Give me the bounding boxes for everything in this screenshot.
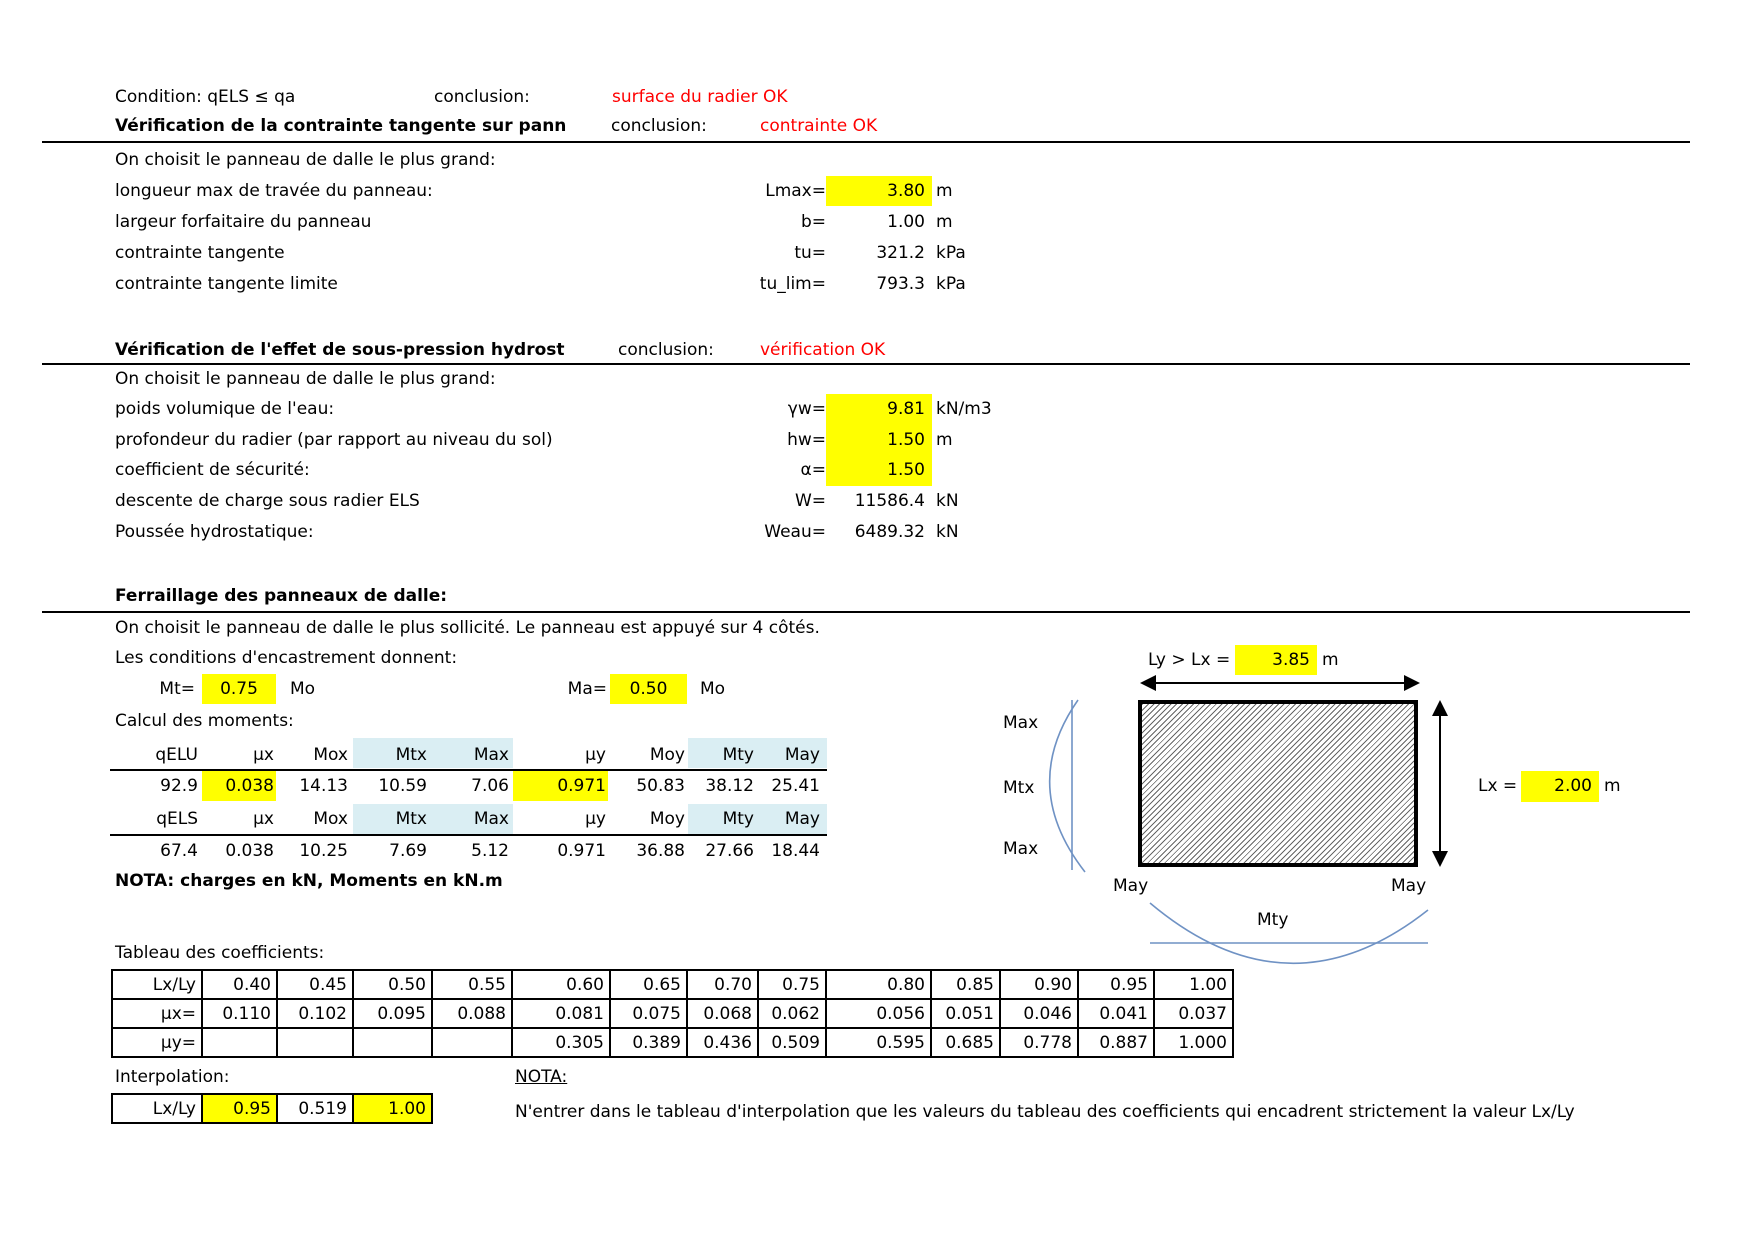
arrowhead-left-icon xyxy=(1140,675,1156,691)
coeff-cell: 0.051 xyxy=(931,999,1000,1028)
coeff-cell: 0.95 xyxy=(1078,970,1154,999)
value-row xyxy=(0,269,1754,299)
coeff-cell: 0.062 xyxy=(758,999,826,1028)
lx-unit: m xyxy=(1604,776,1621,796)
ly-unit: m xyxy=(1322,650,1339,670)
conclusion-status: contrainte OK xyxy=(760,116,878,136)
col-header: Moy xyxy=(649,745,685,765)
coeff-row-label: Lx/Ly xyxy=(112,970,202,999)
table-cell: 10.59 xyxy=(378,776,427,796)
coeff-cell: 0.436 xyxy=(687,1028,758,1057)
col-header: May xyxy=(784,809,820,829)
col-header: Moy xyxy=(649,809,685,829)
conclusion-status: surface du radier OK xyxy=(612,87,788,107)
conditions-text: Les conditions d'encastrement donnent: xyxy=(115,648,458,668)
row-unit: kN xyxy=(936,491,959,511)
nota-title: NOTA: xyxy=(515,1067,568,1087)
coeff-cell: 0.088 xyxy=(432,999,512,1028)
moments-header-elu xyxy=(0,740,1754,770)
intro-text: On choisit le panneau de dalle le plus grand: xyxy=(115,369,496,389)
coeff-mux-row xyxy=(112,999,1233,1028)
table-cell: 10.25 xyxy=(299,841,348,861)
coeff-cell: 0.50 xyxy=(353,970,432,999)
coeff-cell: 0.75 xyxy=(758,970,826,999)
table-cell: 27.66 xyxy=(705,841,754,861)
nota-body-row xyxy=(0,1097,1754,1127)
col-header: µx xyxy=(253,809,274,829)
mt-label: Mt= xyxy=(159,679,195,699)
table-cell: 5.12 xyxy=(471,841,509,861)
col-header: Mox xyxy=(313,809,348,829)
coeff-cell: 0.80 xyxy=(826,970,931,999)
row-label: contrainte tangente xyxy=(115,243,285,263)
section2-title: Vérification de l'effet de sous-pression hydrost xyxy=(115,340,565,360)
row-symbol: hw= xyxy=(787,430,826,450)
row-symbol: tu= xyxy=(794,243,826,263)
col-header: Mty xyxy=(722,745,754,765)
value-row xyxy=(0,207,1754,237)
intro-text: On choisit le panneau de dalle le plus sollicité. Le panneau est appuyé sur 4 côtés. xyxy=(115,618,820,638)
col-header: Mox xyxy=(313,745,348,765)
row-label: profondeur du radier (par rapport au niveau du sol) xyxy=(115,430,553,450)
row-label: largeur forfaitaire du panneau xyxy=(115,212,372,232)
value-row xyxy=(0,394,1754,424)
row-label: descente de charge sous radier ELS xyxy=(115,491,420,511)
coeff-table xyxy=(111,969,1234,1058)
coeff-cell: 0.65 xyxy=(610,970,687,999)
coeff-cell: 0.075 xyxy=(610,999,687,1028)
col-header: Mtx xyxy=(395,809,427,829)
table-cell: 92.9 xyxy=(160,776,198,796)
value-cell: 321.2 xyxy=(876,243,925,263)
input-cell[interactable]: 9.81 xyxy=(826,394,932,425)
row-unit: kPa xyxy=(936,243,966,263)
interp-title: Interpolation: xyxy=(115,1067,230,1087)
col-header: qELS xyxy=(156,809,198,829)
row-label: poids volumique de l'eau: xyxy=(115,399,335,419)
value-row xyxy=(0,517,1754,547)
conclusion-word: conclusion: xyxy=(434,87,530,107)
row-symbol: W= xyxy=(794,491,826,511)
ly-dimension-row xyxy=(0,645,1754,675)
coeff-cell xyxy=(202,1028,277,1057)
nota-body: N'entrer dans le tableau d'interpolation que les valeurs du tableau des coefficients qui encadrent strictement la valeur Lx/Ly xyxy=(515,1102,1575,1122)
moment-curve-x xyxy=(1050,700,1085,872)
input-cell[interactable]: 0.95 xyxy=(202,1094,277,1123)
ma-label: Ma= xyxy=(567,679,607,699)
input-cell[interactable]: 1.50 xyxy=(826,425,932,456)
coeff-cell: 0.778 xyxy=(1000,1028,1078,1057)
conclusion-status: vérification OK xyxy=(760,340,886,360)
value-row xyxy=(0,486,1754,516)
table-cell: 7.06 xyxy=(471,776,509,796)
moment-label-may-right: May xyxy=(1391,876,1427,896)
coeff-title: Tableau des coefficients: xyxy=(115,943,325,963)
section1-title-row xyxy=(0,111,1754,141)
table-cell: 7.69 xyxy=(389,841,427,861)
intro-text: On choisit le panneau de dalle le plus grand: xyxy=(115,150,496,170)
coeff-cell xyxy=(277,1028,353,1057)
row-unit: kN xyxy=(936,522,959,542)
input-cell[interactable]: 1.50 xyxy=(826,455,932,486)
coeff-cell: 0.509 xyxy=(758,1028,826,1057)
moments-values-els xyxy=(0,836,1754,866)
row-symbol: Weau= xyxy=(764,522,826,542)
col-header: µy xyxy=(585,809,606,829)
coeff-title-row xyxy=(0,938,1754,968)
conclusion-word: conclusion: xyxy=(618,340,714,360)
moment-label-mtx: Mtx xyxy=(1003,778,1035,798)
row-unit: m xyxy=(936,181,953,201)
conclusion-word: conclusion: xyxy=(611,116,707,136)
coeff-row-label: µy= xyxy=(112,1028,202,1057)
col-header: µx xyxy=(253,745,274,765)
interp-cell: 0.519 xyxy=(277,1094,353,1123)
input-cell[interactable]: 0.50 xyxy=(610,674,687,704)
table-cell: 25.41 xyxy=(771,776,820,796)
table-cell: 0.038 xyxy=(225,841,274,861)
table-cell: 67.4 xyxy=(160,841,198,861)
condition-row xyxy=(0,82,1754,112)
col-header: May xyxy=(784,745,820,765)
interp-title-row xyxy=(0,1062,1754,1092)
row-symbol: tu_lim= xyxy=(759,274,826,294)
table-cell: 14.13 xyxy=(299,776,348,796)
mt-ma-row xyxy=(0,674,1754,704)
row-label: coefficient de sécurité: xyxy=(115,460,310,480)
section1-intro xyxy=(0,145,1754,175)
row-unit: m xyxy=(936,430,953,450)
section3-intro xyxy=(0,613,1754,643)
coeff-cell: 0.685 xyxy=(931,1028,1000,1057)
coeff-cell: 0.095 xyxy=(353,999,432,1028)
ly-label: Ly > Lx = xyxy=(1148,650,1231,670)
table-cell: 36.88 xyxy=(636,841,685,861)
input-cell[interactable]: 0.038 xyxy=(202,771,276,801)
value-cell: 6489.32 xyxy=(854,522,925,542)
moments-header-els xyxy=(0,804,1754,834)
input-cell[interactable]: 2.00 xyxy=(1521,771,1599,802)
value-row xyxy=(0,455,1754,485)
coeff-cell: 0.40 xyxy=(202,970,277,999)
col-header: Mty xyxy=(722,809,754,829)
coeff-ratio-row xyxy=(112,970,1233,999)
table-cell: 0.971 xyxy=(557,841,606,861)
section1-rule xyxy=(42,141,1690,143)
condition-label: Condition: qELS ≤ qa xyxy=(115,87,296,107)
col-header: Mtx xyxy=(395,745,427,765)
coeff-row-label: µx= xyxy=(112,999,202,1028)
coeff-muy-row xyxy=(112,1028,1233,1057)
row-symbol: γw= xyxy=(787,399,826,419)
input-cell[interactable]: 0.971 xyxy=(513,771,608,801)
nota-row xyxy=(0,866,1754,896)
coeff-cell: 0.102 xyxy=(277,999,353,1028)
coeff-cell: 1.000 xyxy=(1154,1028,1233,1057)
table-cell: 18.44 xyxy=(771,841,820,861)
coeff-cell: 0.595 xyxy=(826,1028,931,1057)
input-cell[interactable]: 3.80 xyxy=(826,176,932,206)
coeff-cell: 0.55 xyxy=(432,970,512,999)
row-unit: m xyxy=(936,212,953,232)
value-row xyxy=(0,238,1754,268)
coeff-cell: 0.081 xyxy=(512,999,610,1028)
coeff-cell: 0.068 xyxy=(687,999,758,1028)
input-cell[interactable]: 1.00 xyxy=(353,1094,432,1123)
mt-unit: Mo xyxy=(290,679,316,699)
table-cell: 38.12 xyxy=(705,776,754,796)
arrowhead-up-icon xyxy=(1432,700,1448,716)
table-cell: 50.83 xyxy=(636,776,685,796)
lx-dimension-row xyxy=(0,771,1754,802)
coeff-cell: 0.056 xyxy=(826,999,931,1028)
row-label: contrainte tangente limite xyxy=(115,274,338,294)
ma-unit: Mo xyxy=(700,679,726,699)
value-cell: 793.3 xyxy=(876,274,925,294)
coeff-cell: 0.037 xyxy=(1154,999,1233,1028)
coeff-cell: 0.45 xyxy=(277,970,353,999)
col-header: Max xyxy=(473,809,509,829)
moment-label-max-top: Max xyxy=(1003,713,1039,733)
coeff-cell: 0.85 xyxy=(931,970,1000,999)
col-header: µy xyxy=(585,745,606,765)
nota-text: NOTA: charges en kN, Moments en kN.m xyxy=(115,871,503,891)
lx-label: Lx = xyxy=(1478,776,1518,796)
row-unit: kPa xyxy=(936,274,966,294)
interp-row-label: Lx/Ly xyxy=(112,1094,202,1123)
coeff-cell: 0.70 xyxy=(687,970,758,999)
row-symbol: Lmax= xyxy=(765,181,826,201)
col-header: Max xyxy=(473,745,509,765)
coeff-cell: 0.60 xyxy=(512,970,610,999)
value-cell: 1.00 xyxy=(887,212,925,232)
coeff-cell: 0.389 xyxy=(610,1028,687,1057)
section1-title: Vérification de la contrainte tangente sur pann xyxy=(115,116,567,136)
label-text: Calcul des moments: xyxy=(115,711,294,731)
section2-title-row xyxy=(0,335,1754,365)
row-unit: kN/m3 xyxy=(936,399,992,419)
coeff-cell xyxy=(432,1028,512,1057)
section2-intro xyxy=(0,364,1754,394)
coeff-cell: 0.887 xyxy=(1078,1028,1154,1057)
row-symbol: b= xyxy=(800,212,826,232)
coeff-cell: 0.90 xyxy=(1000,970,1078,999)
value-cell: 11586.4 xyxy=(854,491,925,511)
input-cell[interactable]: 3.85 xyxy=(1235,645,1317,675)
value-row xyxy=(0,176,1754,206)
moment-label-mty: Mty xyxy=(1257,910,1289,930)
coeff-cell: 0.046 xyxy=(1000,999,1078,1028)
value-row xyxy=(0,425,1754,455)
section3-title: Ferraillage des panneaux de dalle: xyxy=(115,586,448,606)
row-label: longueur max de travée du panneau: xyxy=(115,181,433,201)
moment-label-max-bottom: Max xyxy=(1003,839,1039,859)
arrowhead-right-icon xyxy=(1404,675,1420,691)
input-cell[interactable]: 0.75 xyxy=(202,674,276,704)
calc-moments-label xyxy=(0,706,1754,736)
row-label: Poussée hydrostatique: xyxy=(115,522,314,542)
col-header: qELU xyxy=(155,745,198,765)
coeff-cell xyxy=(353,1028,432,1057)
coeff-cell: 0.305 xyxy=(512,1028,610,1057)
section3-title-row xyxy=(0,581,1754,611)
coeff-cell: 0.041 xyxy=(1078,999,1154,1028)
coeff-cell: 1.00 xyxy=(1154,970,1233,999)
moment-label-may-left: May xyxy=(1113,876,1149,896)
arrowhead-down-icon xyxy=(1432,851,1448,867)
row-symbol: α= xyxy=(800,460,826,480)
coeff-cell: 0.110 xyxy=(202,999,277,1028)
